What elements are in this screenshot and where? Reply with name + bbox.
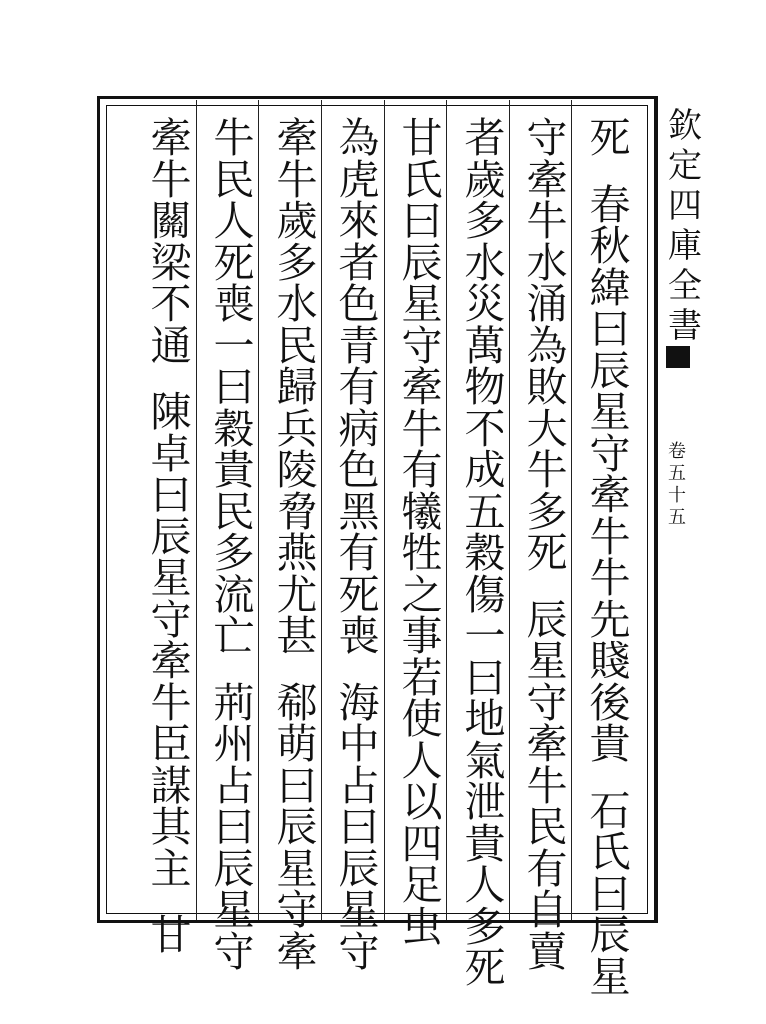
text-char: 牛	[150, 155, 192, 204]
text-char: 以	[401, 778, 443, 826]
text-char: 辰	[589, 911, 631, 959]
text-char: 青	[338, 321, 380, 370]
text-char: 有	[401, 446, 443, 494]
text-char: 曰	[589, 305, 631, 353]
text-char: 物	[464, 363, 506, 411]
fishtail-mark	[666, 346, 690, 368]
text-char: 燕	[276, 529, 318, 577]
book-title-char: 定	[668, 146, 702, 186]
text-char: 守	[276, 886, 318, 934]
text-char: 貴	[213, 446, 255, 494]
text-char: 占	[338, 761, 380, 810]
text-char: 黑	[338, 487, 380, 536]
text-char: 死	[589, 114, 631, 162]
text-char: 穀	[213, 404, 255, 453]
text-column	[520, 114, 574, 976]
text-column	[583, 114, 637, 1001]
juan-char: 卷	[668, 441, 686, 462]
text-char: 曰	[589, 869, 631, 918]
text-char: 死	[213, 238, 255, 287]
text-char: 事	[401, 612, 443, 660]
text-char: 貴	[464, 819, 506, 868]
text-char: 為	[526, 321, 568, 370]
text-char: 關	[150, 197, 192, 245]
text-char: 梁	[150, 238, 192, 287]
text-char: 四	[401, 819, 443, 868]
text-char: 陵	[276, 446, 318, 494]
text-char: 氣	[464, 736, 506, 785]
text-char: 氏	[401, 155, 443, 204]
text-char: 虫	[401, 902, 443, 951]
text-char: 中	[338, 720, 380, 768]
text-char: 民	[276, 321, 318, 370]
text-char: 臣	[150, 720, 192, 768]
text-char: 牛	[526, 761, 568, 810]
text-char: 有	[338, 529, 380, 577]
text-char: 為	[338, 114, 380, 162]
text-char: 牛	[526, 197, 568, 245]
text-char: 牲	[401, 529, 443, 577]
text-char: 曰	[464, 653, 506, 702]
text-char: 謀	[150, 761, 192, 810]
text-char: 使	[401, 695, 443, 743]
text-char: 穀	[464, 529, 506, 577]
text-char: 其	[150, 803, 192, 851]
margin-rule	[656, 96, 658, 923]
text-char: 多	[213, 529, 255, 577]
text-char: 守	[401, 321, 443, 370]
text-column	[395, 114, 449, 951]
text-char: 甘	[401, 114, 443, 162]
text-char: 辰	[150, 512, 192, 561]
text-char: 曰	[213, 363, 255, 411]
text-char: 星	[150, 554, 192, 602]
text-column	[144, 114, 198, 959]
text-column	[332, 114, 386, 976]
text-char: 星	[589, 388, 631, 436]
text-char: 一	[464, 612, 506, 660]
text-char: 死	[526, 529, 568, 577]
text-char: 病	[338, 404, 380, 453]
text-char: 有	[338, 363, 380, 411]
text-char: 水	[464, 238, 506, 287]
book-title-char: 庫	[668, 226, 702, 266]
text-char: 兵	[276, 404, 318, 453]
text-char: 虎	[338, 155, 380, 204]
text-char: 守	[589, 429, 631, 478]
text-char: 若	[401, 653, 443, 702]
text-char: 成	[464, 446, 506, 494]
text-char: 五	[464, 487, 506, 536]
book-title-char: 書	[668, 306, 702, 346]
text-char: 牛	[213, 114, 255, 162]
text-char: 傷	[464, 570, 506, 619]
text-char: 辰	[401, 238, 443, 287]
text-char: 甚	[276, 612, 318, 660]
text-char: 民	[213, 155, 255, 204]
text-char: 牽	[150, 114, 192, 162]
text-char: 辰	[338, 844, 380, 893]
text-char: 陳	[150, 388, 192, 436]
text-char: 亡	[213, 612, 255, 660]
text-char: 郗	[276, 678, 318, 727]
text-char: 辰	[213, 844, 255, 893]
text-char: 牽	[276, 927, 318, 976]
text-column	[270, 114, 324, 976]
text-char: 足	[401, 861, 443, 909]
text-char: 民	[213, 487, 255, 536]
text-char: 星	[338, 886, 380, 934]
text-char: 牛	[401, 404, 443, 453]
juan-char: 十	[668, 485, 686, 506]
text-char: 人	[401, 736, 443, 785]
text-char: 流	[213, 570, 255, 619]
text-char: 牛	[526, 446, 568, 494]
text-char: 守	[213, 927, 255, 976]
text-char: 秋	[589, 222, 631, 270]
text-char: 者	[464, 114, 506, 162]
text-char: 色	[338, 280, 380, 328]
text-column	[458, 114, 512, 992]
text-char: 死	[464, 944, 506, 992]
text-char: 卓	[150, 429, 192, 478]
text-char: 星	[589, 952, 631, 1001]
book-title-char: 全	[668, 266, 702, 306]
juan-number	[668, 441, 686, 529]
text-char: 貴	[589, 720, 631, 768]
text-char: 通	[150, 321, 192, 370]
text-char: 牽	[589, 471, 631, 519]
text-char: 主	[150, 844, 192, 893]
text-char: 後	[589, 678, 631, 727]
text-char: 牛	[589, 554, 631, 602]
text-char: 賣	[526, 927, 568, 976]
text-column	[207, 114, 261, 976]
text-char: 多	[464, 197, 506, 245]
text-char: 之	[401, 570, 443, 619]
text-char: 牽	[526, 720, 568, 768]
text-char: 喪	[213, 280, 255, 328]
text-char: 星	[401, 280, 443, 328]
text-char: 星	[213, 886, 255, 934]
text-char: 涌	[526, 280, 568, 328]
text-char: 脅	[276, 487, 318, 536]
text-char: 尤	[276, 570, 318, 619]
text-char: 牽	[276, 114, 318, 162]
text-char: 有	[526, 844, 568, 893]
book-title-char: 欽	[668, 106, 702, 146]
text-char: 守	[526, 678, 568, 727]
text-char: 泄	[464, 778, 506, 826]
text-char: 多	[526, 487, 568, 536]
text-char: 敗	[526, 363, 568, 411]
text-char: 賤	[589, 637, 631, 685]
text-char: 先	[589, 595, 631, 644]
text-char: 歲	[276, 197, 318, 245]
text-char: 守	[526, 114, 568, 162]
text-char: 人	[213, 197, 255, 245]
margin-strip	[656, 96, 702, 923]
text-char: 辰	[526, 595, 568, 644]
text-char: 水	[526, 238, 568, 287]
juan-char: 五	[668, 507, 686, 528]
text-char: 多	[464, 902, 506, 951]
text-char: 多	[276, 238, 318, 287]
text-char: 石	[589, 786, 631, 835]
text-char: 來	[338, 197, 380, 245]
text-char: 牛	[150, 678, 192, 727]
text-char: 曰	[401, 197, 443, 245]
text-char: 州	[213, 720, 255, 768]
text-char: 地	[464, 695, 506, 743]
book-title	[668, 106, 702, 346]
text-char: 災	[464, 280, 506, 328]
text-char: 民	[526, 803, 568, 851]
text-char: 曰	[213, 803, 255, 851]
text-char: 星	[526, 637, 568, 685]
text-char: 荊	[213, 678, 255, 727]
text-char: 大	[526, 404, 568, 453]
text-char: 死	[338, 570, 380, 619]
text-char: 牽	[401, 363, 443, 411]
text-char: 海	[338, 678, 380, 727]
text-char: 萬	[464, 321, 506, 370]
text-char: 歲	[464, 155, 506, 204]
text-char: 緯	[589, 263, 631, 312]
text-char: 牛	[589, 512, 631, 561]
text-char: 牽	[526, 155, 568, 204]
text-char: 牛	[276, 155, 318, 204]
text-char: 犧	[401, 487, 443, 536]
text-char: 不	[464, 404, 506, 453]
text-char: 喪	[338, 612, 380, 660]
text-char: 春	[589, 180, 631, 229]
text-char: 牽	[150, 637, 192, 685]
text-char: 守	[150, 595, 192, 644]
text-char: 甘	[150, 911, 192, 959]
text-char: 辰	[276, 803, 318, 851]
text-char: 萌	[276, 720, 318, 768]
text-char: 星	[276, 844, 318, 893]
text-char: 曰	[338, 803, 380, 851]
text-char: 氏	[589, 828, 631, 876]
text-char: 色	[338, 446, 380, 494]
text-char: 曰	[276, 761, 318, 810]
text-char: 者	[338, 238, 380, 287]
text-char: 占	[213, 761, 255, 810]
text-char: 水	[276, 280, 318, 328]
book-title-char: 四	[668, 186, 702, 226]
text-char: 自	[526, 886, 568, 934]
text-char: 人	[464, 861, 506, 909]
text-char: 一	[213, 321, 255, 370]
juan-char: 五	[668, 463, 686, 484]
text-char: 守	[338, 927, 380, 976]
text-char: 歸	[276, 363, 318, 411]
text-char: 辰	[589, 346, 631, 395]
text-char: 曰	[150, 471, 192, 519]
text-char: 不	[150, 280, 192, 328]
